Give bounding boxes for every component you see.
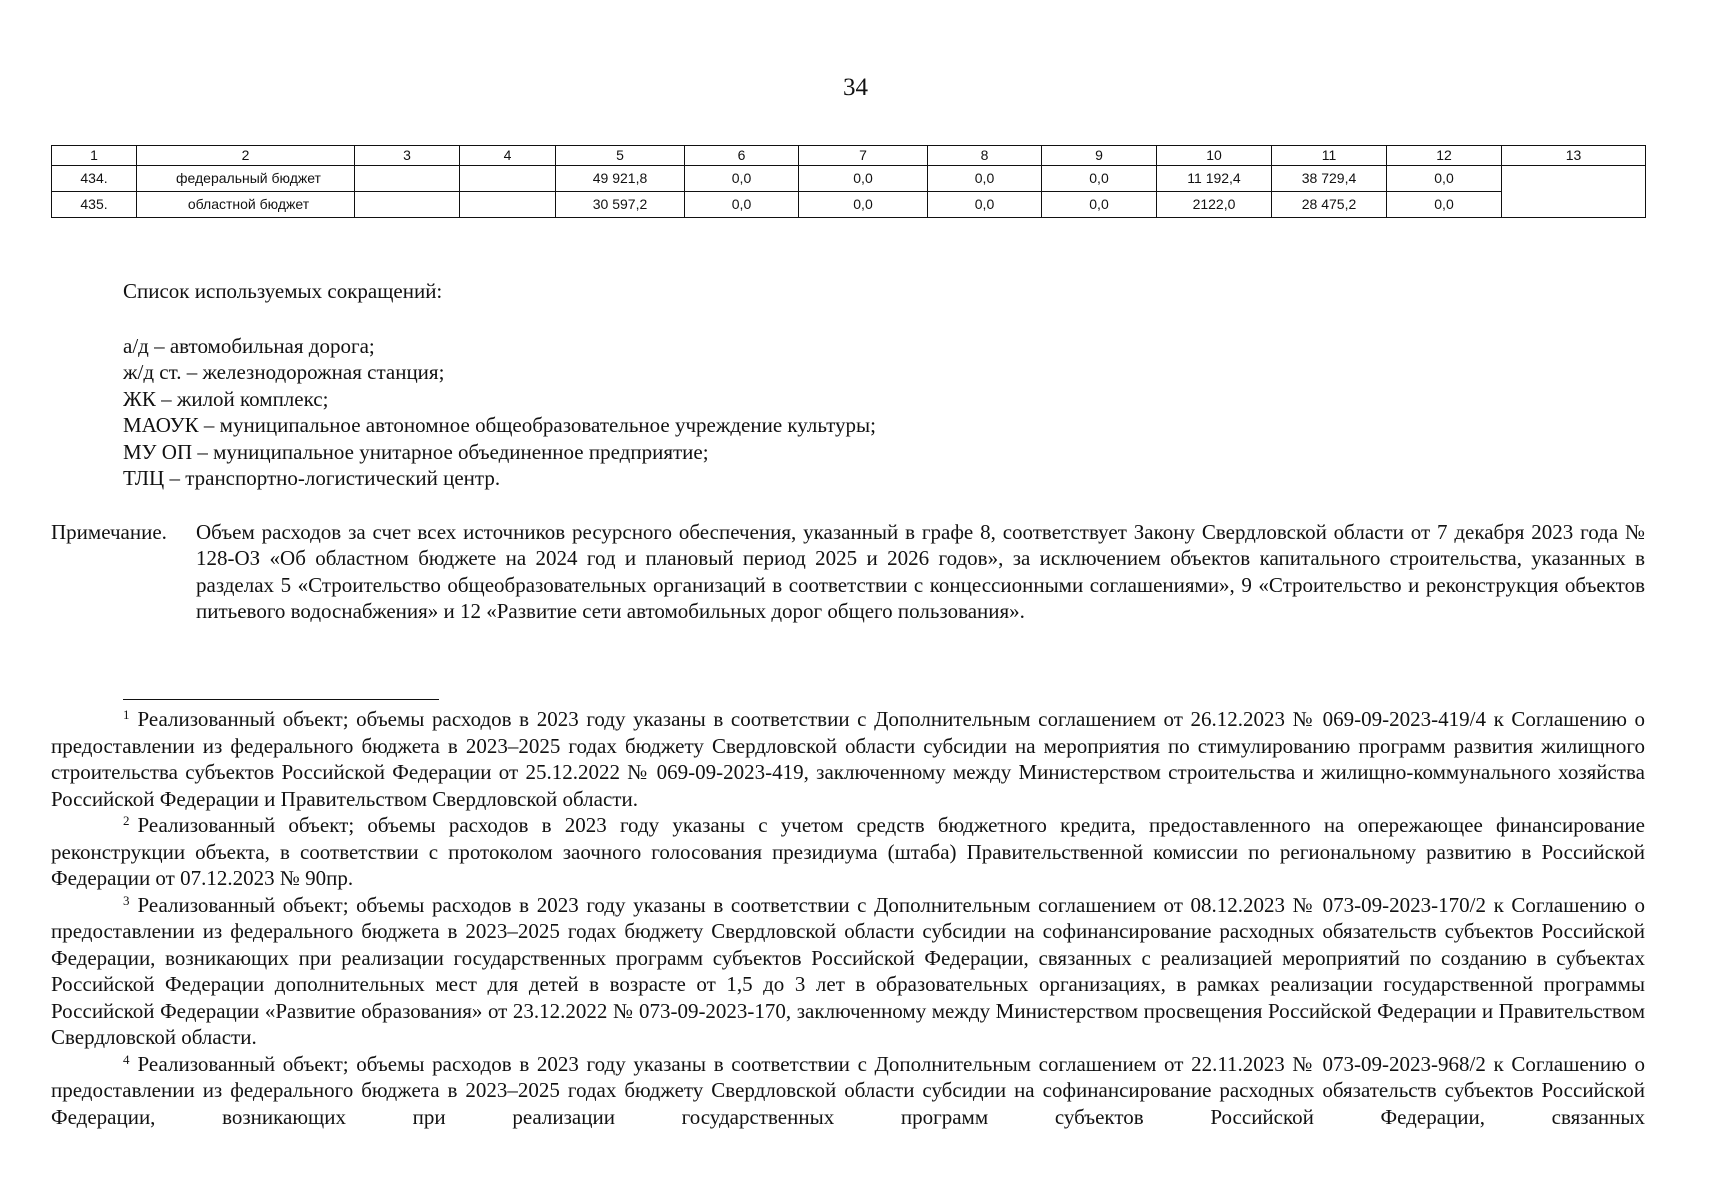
column-header: 1 <box>52 146 137 166</box>
table-cell: 11 192,4 <box>1157 166 1272 192</box>
table-cell: 0,0 <box>928 192 1042 218</box>
abbreviation-item: ТЛЦ – транспортно-логистический центр. <box>123 466 501 491</box>
row-number: 435. <box>52 192 137 218</box>
footnote-mark: 1 <box>123 707 130 722</box>
footnote-text: Реализованный объект; объемы расходов в 2023 году указаны в соответствии с Дополнительным соглашением от 22.11.2023 № 073-09-2023-968/2 к Соглашению о предоставлении из федерального бюджета в 2023–2025 годах бюджету Свердловской области субсидии на софинансирование расходных обязательств субъектов Российской Федерации, возникающих при реализации государственных программ субъектов Российской Федерации, связанных <box>51 1051 1645 1129</box>
footnote <box>51 812 1645 892</box>
table-cell <box>355 192 460 218</box>
column-header: 7 <box>799 146 928 166</box>
note-block <box>51 519 1645 625</box>
note-text: Объем расходов за счет всех источников ресурсного обеспечения, указанный в графе 8, соответствует Закону Свердловской области от 7 декабря 2023 года № 128-ОЗ «Об областном бюджете на 2024 год и плановый период 2025 и 2026 годов», за исключением объектов капитального строительства, указанных в разделах 5 «Строительство общеобразовательных организаций в соответствии с концессионными соглашениями», 9 «Строительство и реконструкция объектов питьевого водоснабжения» и 12 «Развитие сети автомобильных дорог общего пользования». <box>196 520 1645 624</box>
table-cell: 0,0 <box>1387 192 1502 218</box>
column-header: 2 <box>137 146 355 166</box>
footnote-separator <box>123 699 439 700</box>
column-header: 10 <box>1157 146 1272 166</box>
footnote-mark: 3 <box>123 892 130 908</box>
footnote-mark: 2 <box>123 813 130 828</box>
footnote <box>51 706 1645 812</box>
column-header: 4 <box>460 146 556 166</box>
abbreviation-item: ж/д ст. – железнодорожная станция; <box>123 360 445 385</box>
table-cell: 0,0 <box>685 166 799 192</box>
footnote-text: Реализованный объект; объемы расходов в 2023 году указаны с учетом средств бюджетного кредита, предоставленного на опережающее финансирование реконструкции объекта, в соответствии с протоколом заочного голосования президиума (штаба) Правительственной комиссии по региональному развитию в Российской Федерации от 07.12.2023 № 90пр. <box>51 813 1645 890</box>
column-header: 6 <box>685 146 799 166</box>
table-cell <box>460 192 556 218</box>
footnotes <box>51 706 1645 1130</box>
row-name: федеральный бюджет <box>137 166 355 192</box>
table-cell: 38 729,4 <box>1272 166 1387 192</box>
table-row <box>52 166 1646 192</box>
footnote <box>51 1051 1645 1131</box>
budget-table <box>51 145 1646 218</box>
footnote-mark: 4 <box>123 1051 130 1067</box>
table-cell: 0,0 <box>799 166 928 192</box>
table-row <box>52 192 1646 218</box>
column-header: 9 <box>1042 146 1157 166</box>
page-number: 34 <box>843 74 868 101</box>
abbreviation-item: ЖК – жилой комплекс; <box>123 386 329 411</box>
table-cell <box>355 166 460 192</box>
table-cell: 49 921,8 <box>556 166 685 192</box>
table-cell-merged <box>1502 166 1646 218</box>
abbreviations-list <box>123 333 876 491</box>
abbreviations-title: Список используемых сокращений: <box>123 279 443 303</box>
table-cell: 0,0 <box>1387 166 1502 192</box>
column-header: 13 <box>1502 146 1646 166</box>
table-cell: 0,0 <box>1042 166 1157 192</box>
footnote-text: Реализованный объект; объемы расходов в 2023 году указаны в соответствии с Дополнительным соглашением от 08.12.2023 № 073-09-2023-170/2 к Соглашению о предоставлении из федерального бюджета в 2023–2025 годах бюджету Свердловской области субсидии на софинансирование расходных обязательств субъектов Российской Федерации, возникающих при реализации государственных программ субъектов Российской Федерации, связанных с реализацией мероприятий по созданию в субъектах Российской Федерации дополнительных мест для детей в возрасте от 1,5 до 3 лет в образовательных организациях, в рамках реализации государственной программы Российской Федерации «Развитие образования» от 23.12.2022 № 073-09-2023-170, заключенному между Министерством просвещения Российской Федерации и Правительством Свердловской области. <box>51 892 1645 1049</box>
table-cell: 2122,0 <box>1157 192 1272 218</box>
abbreviation-item: а/д – автомобильная дорога; <box>123 334 375 358</box>
column-header: 3 <box>355 146 460 166</box>
table-cell: 0,0 <box>685 192 799 218</box>
table-cell: 0,0 <box>799 192 928 218</box>
note-label: Примечание. <box>51 520 167 544</box>
table-cell: 30 597,2 <box>556 192 685 218</box>
row-number: 434. <box>52 166 137 192</box>
row-name: областной бюджет <box>137 192 355 218</box>
column-header: 11 <box>1272 146 1387 166</box>
footnote <box>51 892 1645 1051</box>
column-header: 5 <box>556 146 685 166</box>
abbreviation-item: МАОУК – муниципальное автономное общеобразовательное учреждение культуры; <box>123 413 876 438</box>
table-cell: 0,0 <box>1042 192 1157 218</box>
column-header: 8 <box>928 146 1042 166</box>
table-cell: 0,0 <box>928 166 1042 192</box>
footnote-text: Реализованный объект; объемы расходов в 2023 году указаны в соответствии с Дополнительным соглашением от 26.12.2023 № 069-09-2023-419/4 к Соглашению о предоставлении из федерального бюджета в 2023–2025 годах бюджету Свердловской области субсидии на мероприятия по стимулированию программ развития жилищного строительства субъектов Российской Федерации от 25.12.2022 № 069-09-2023-419, заключенному между Министерством строительства и жилищно-коммунального хозяйства Российской Федерации и Правительством Свердловской области. <box>51 707 1645 811</box>
table-cell: 28 475,2 <box>1272 192 1387 218</box>
column-header: 12 <box>1387 146 1502 166</box>
table-header-row <box>52 146 1646 166</box>
abbreviation-item: МУ ОП – муниципальное унитарное объединенное предприятие; <box>123 439 709 464</box>
table-cell <box>460 166 556 192</box>
